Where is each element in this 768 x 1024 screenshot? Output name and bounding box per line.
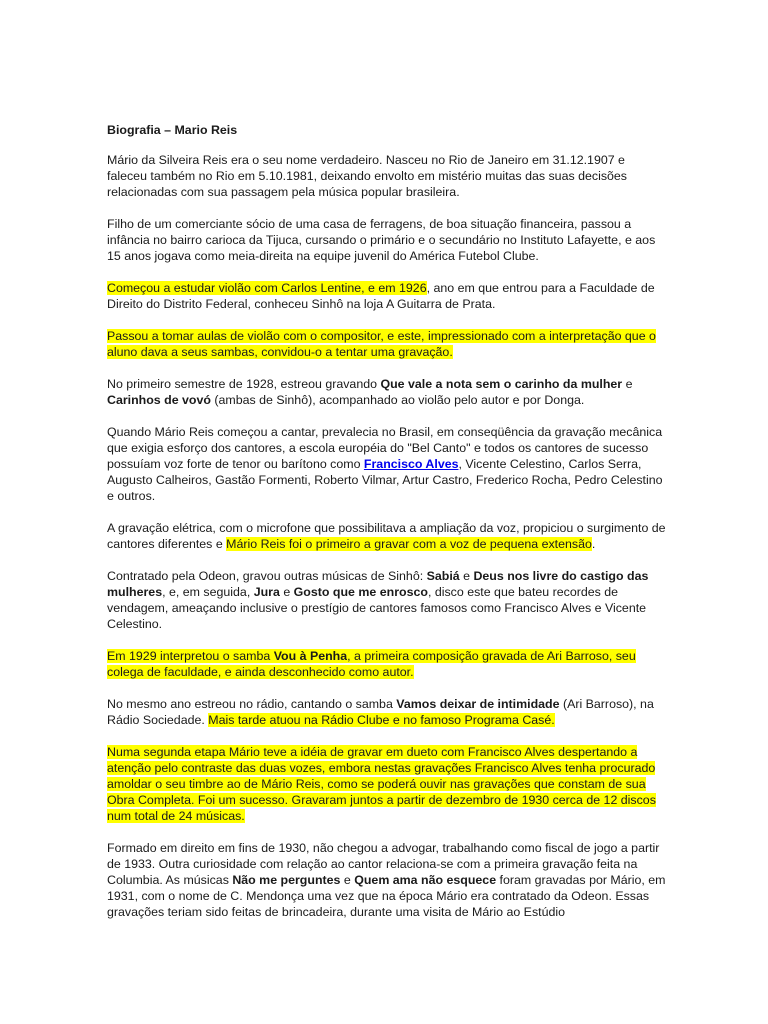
paragraph-text: No mesmo ano estreou no rádio, cantando o samba (107, 697, 397, 711)
paragraph-text: (ambas de Sinhô), acompanhado ao violão pelo autor e por Donga. (210, 393, 585, 407)
song-title: Gosto que me enrosco (293, 585, 428, 599)
paragraph-law-degree (107, 840, 667, 920)
paragraph-vou-a-penha (107, 648, 667, 680)
song-title: Sabiá (426, 569, 460, 583)
paragraph-birth (107, 152, 667, 200)
paragraph-text: Quando Mário Reis começou a cantar, prevalecia no Brasil, em conseqüência da gravação mecânica que exigia esforço dos cantores, a escola européia do "Bel Canto" e todos os cantores de sucesso possuíam voz forte de tenor ou barítono como (107, 425, 663, 471)
paragraph-text: Formado em direito em fins de 1930, não chegou a advogar, trabalhando como fiscal de jogo a partir de 1933. Outra curiosidade com relação ao cantor relaciona-se com a primeira gravação feita na Columbia. As músicas (107, 841, 660, 887)
song-title: Quem ama não esquece (354, 873, 497, 887)
highlighted-text: Passou a tomar aulas de violão com o compositor, e este, impressionado com a interpretação que o aluno dava a seus sambas, convidou-o a tentar uma gravação. (107, 329, 656, 359)
paragraph-text: , Vicente Celestino, Carlos Serra, Augusto Calheiros, Gastão Formenti, Roberto Vilmar, Artur Castro, Frederico Rocha, Pedro Celestino e outros. (107, 457, 663, 503)
highlighted-text: Mário Reis foi o primeiro a gravar com a voz de pequena extensão (226, 537, 592, 551)
francisco-alves-link[interactable]: Francisco Alves (363, 457, 459, 471)
paragraph-odeon-contract (107, 568, 667, 632)
paragraph-text: Mário da Silveira Reis era o seu nome verdadeiro. Nasceu no Rio de Janeiro em 31.12.1907 e faleceu também no Rio em 5.10.1981, deixando envolto em mistério muitas das suas decisões relacionadas com sua passagem pela música popular brasileira. (107, 153, 628, 199)
paragraph-text: No primeiro semestre de 1928, estreou gravando (107, 377, 381, 391)
document-body (107, 122, 667, 936)
paragraph-text: , ano em que entrou para a Faculdade de Direito do Distrito Federal, conheceu Sinhô na loja A Guitarra de Prata. (107, 281, 655, 311)
paragraph-text: e (459, 569, 474, 583)
highlighted-text: Em 1929 interpretou o samba (107, 649, 274, 663)
song-title: Vou à Penha (273, 649, 348, 663)
highlighted-text: Começou a estudar violão com Carlos Lentine, e em 1926 (107, 281, 427, 295)
paragraph-duet (107, 744, 667, 824)
document-title: Biografia – Mario Reis (107, 123, 238, 137)
paragraph-text: A gravação elétrica, com o microfone que possibilitava a ampliação da voz, propiciou o surgimento de cantores diferentes e (107, 521, 666, 551)
song-title: Que vale a nota sem o carinho da mulher (380, 377, 623, 391)
paragraph-text: . (591, 537, 596, 551)
paragraph-radio-debut (107, 696, 667, 728)
paragraph-text: , e, em seguida, (162, 585, 254, 599)
paragraph-text: e (340, 873, 355, 887)
paragraph-bel-canto (107, 424, 667, 504)
paragraph-text: e (622, 377, 633, 391)
song-title: Carinhos de vovó (107, 393, 211, 407)
paragraph-text: foram gravadas por Mário, em 1931, com o nome de C. Mendonça uma vez que na época Mário era contratado da Odeon. Essas gravações teriam sido feitas de brincadeira, durante uma visita de Mário ao Estúdio (107, 873, 666, 919)
paragraph-text: Filho de um comerciante sócio de uma casa de ferragens, de boa situação financeira, passou a infância no bairro carioca da Tijuca, cursando o primário e o secundário no Instituto Lafayette, e aos 15 anos jogava como meia-direita na equipe juvenil do América Futebol Clube. (107, 217, 656, 263)
paragraph-text: Contratado pela Odeon, gravou outras músicas de Sinhô: (107, 569, 427, 583)
paragraph-violin-study (107, 280, 667, 312)
highlighted-text: Numa segunda etapa Mário teve a idéia de gravar em dueto com Francisco Alves despertando a atenção pelo contraste das duas vozes, embora nestas gravações Francisco Alves tenha procurado amoldar o seu timbre ao de Mário Reis, como se poderá ouvir nas gravações que constam de sua Obra Completa. Foi um sucesso. Gravaram juntos a partir de dezembro de 1930 cerca de 12 discos num total de 24 músicas. (107, 745, 656, 823)
paragraph-electric-recording (107, 520, 667, 552)
paragraph-debut-recording (107, 376, 667, 408)
song-title: Não me perguntes (232, 873, 341, 887)
song-title: Vamos deixar de intimidade (396, 697, 560, 711)
song-title: Deus nos livre do castigo das mulheres (107, 569, 649, 599)
paragraph-text: (Ari Barroso), na Rádio Sociedade. (107, 697, 654, 727)
paragraph-childhood (107, 216, 667, 264)
paragraph-lessons (107, 328, 667, 360)
paragraph-text: , disco este que bateu recordes de vendagem, ameaçando inclusive o prestígio de cantores famosos como Francisco Alves e Vicente Celestino. (107, 585, 647, 631)
highlighted-text: Mais tarde atuou na Rádio Clube e no famoso Programa Casé. (208, 713, 555, 727)
song-title: Jura (253, 585, 280, 599)
highlighted-text: , a primeira composição gravada de Ari Barroso, seu colega de faculdade, e ainda desconhecido como autor. (107, 649, 636, 679)
paragraph-text: e (279, 585, 294, 599)
